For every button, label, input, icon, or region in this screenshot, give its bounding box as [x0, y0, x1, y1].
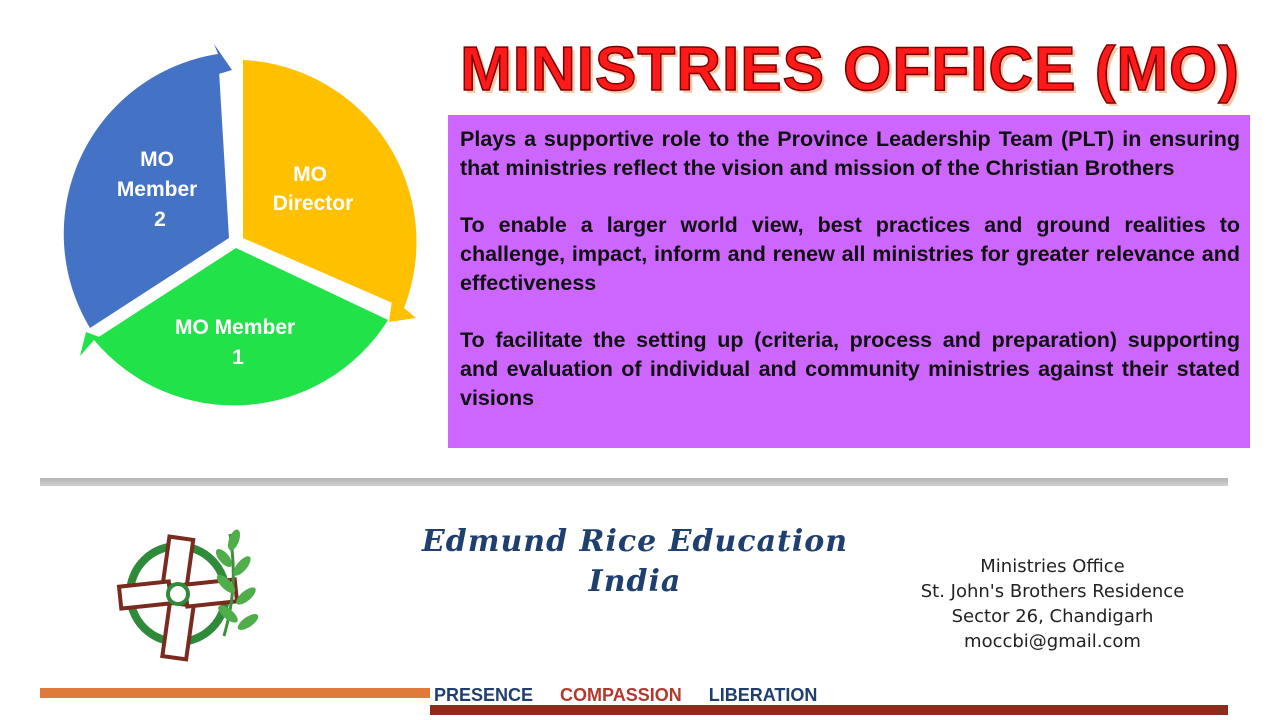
address-line: Sector 26, Chandigarh — [951, 606, 1154, 627]
address-line: St. John's Brothers Residence — [920, 581, 1185, 602]
organization-name-line: India — [588, 564, 682, 599]
organization-name-line: Edmund Rice Education — [421, 524, 849, 559]
celtic-cross-logo-icon — [112, 518, 274, 670]
organization-name — [410, 522, 860, 602]
footer-accent-bar — [40, 688, 430, 698]
ministry-description-box — [448, 115, 1250, 448]
segment-label-director: MO Director — [272, 163, 354, 215]
description-paragraph: To facilitate the setting up (criteria, process and preparation) supporting and evaluation of individual and community ministries against their stated visions — [460, 328, 1240, 410]
segment-label-member-2: MO Member 2 — [116, 148, 198, 231]
contact-email: moccbi@gmail.com — [964, 631, 1141, 652]
office-address — [895, 554, 1210, 654]
footer-accent-bar — [430, 705, 1228, 715]
tagline-word: COMPASSION — [560, 685, 682, 705]
cycle-diagram — [40, 40, 440, 440]
tagline-word: PRESENCE — [434, 685, 534, 705]
tagline-word: LIBERATION — [708, 685, 818, 705]
footer-divider — [40, 478, 1228, 486]
tagline — [434, 684, 839, 706]
page-title: MINISTRIES OFFICE (MO) — [460, 35, 1240, 104]
segment-label-member-1: MO Member 1 — [174, 316, 296, 369]
address-line: Ministries Office — [980, 556, 1125, 577]
description-paragraph: Plays a supportive role to the Province Leadership Team (PLT) in ensuring that ministries reflect the vision and mission of the Christian Brothers — [460, 127, 1240, 180]
description-paragraph: To enable a larger world view, best practices and ground realities to challenge, impact, inform and renew all ministries for greater relevance and effectiveness — [460, 213, 1240, 295]
